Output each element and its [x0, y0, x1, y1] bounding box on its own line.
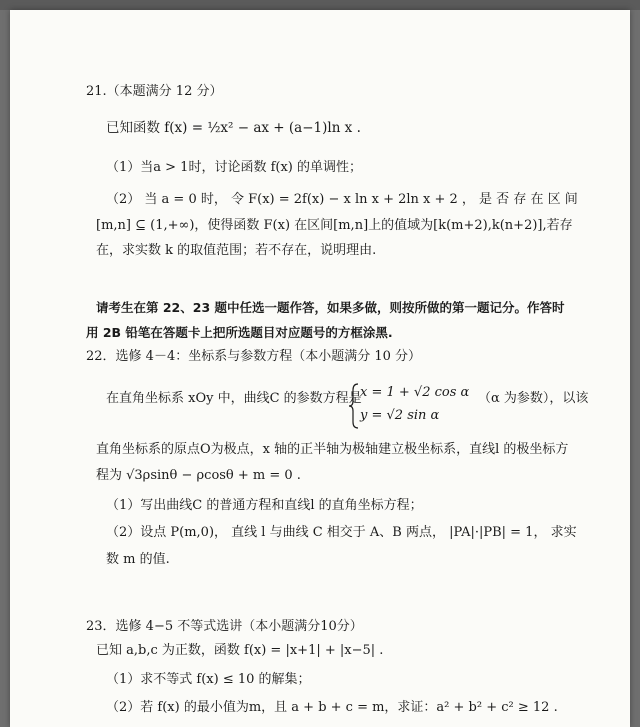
q22-stem-left: 在直角坐标系 xOy 中，曲线C 的参数方程是 — [106, 391, 362, 406]
q23-part2: （2）若 f(x) 的最小值为m，且 a + b + c = m，求证：a² + b² + c² ≥ 12 . — [106, 700, 558, 715]
q21-part2-line2: [m,n] ⊆ (1,+∞)，使得函数 F(x) 在区间[m,n]上的值域为[k(m+2),k(n+2)],若存 — [96, 218, 573, 233]
q22-line3: 程为 √3ρsinθ − ρcosθ + m = 0 . — [96, 468, 301, 483]
q22-parametric-system — [348, 382, 468, 430]
q23-header: 23．选修 4−5 不等式选讲（本小题满分10分） — [86, 619, 363, 634]
q22-stem-right: （α 为参数），以该 — [478, 391, 589, 406]
q22-system-line2: y = √2 sin α — [360, 408, 440, 423]
exam-page — [10, 10, 630, 727]
left-brace-icon — [348, 382, 360, 430]
instructions-line1: 请考生在第 22、23 题中任选一题作答，如果多做，则按所做的第一题记分。作答时 — [96, 300, 565, 315]
q23-part1: （1）求不等式 f(x) ≤ 10 的解集； — [106, 672, 311, 687]
q21-part2-line1: （2） 当 a = 0 时， 令 F(x) = 2f(x) − x ln x + 2ln x + 2 ， 是 否 存 在 区 间 — [106, 192, 578, 207]
window-top-bar — [0, 0, 640, 10]
q22-part1: （1）写出曲线C 的普通方程和直线l 的直角坐标方程； — [106, 498, 423, 513]
q23-stem: 已知 a,b,c 为正数，函数 f(x) = |x+1| + |x−5| . — [96, 643, 384, 658]
q21-part2-line3: 在，求实数 k 的取值范围；若不存在，说明理由. — [96, 243, 377, 258]
instructions-line2: 用 2B 铅笔在答题卡上把所选题目对应题号的方框涂黑. — [86, 325, 393, 340]
q22-line2: 直角坐标系的原点O为极点，x 轴的正半轴为极轴建立极坐标系，直线l 的极坐标方 — [96, 442, 569, 457]
q22-part2-line1: （2）设点 P(m,0)， 直线 l 与曲线 C 相交于 A、B 两点， |PA|·|PB| = 1， 求实 — [106, 525, 577, 540]
q22-header: 22．选修 4－4：坐标系与参数方程（本小题满分 10 分） — [86, 349, 422, 364]
q22-part2-line2: 数 m 的值. — [106, 552, 170, 567]
q22-system-line1: x = 1 + √2 cos α — [360, 385, 470, 400]
q21-header: 21.（本题满分 12 分） — [86, 84, 223, 99]
q21-stem: 已知函数 f(x) = ½x² − ax + (a−1)ln x . — [106, 120, 361, 136]
q21-part1: （1）当a > 1时，讨论函数 f(x) 的单调性； — [106, 160, 363, 175]
